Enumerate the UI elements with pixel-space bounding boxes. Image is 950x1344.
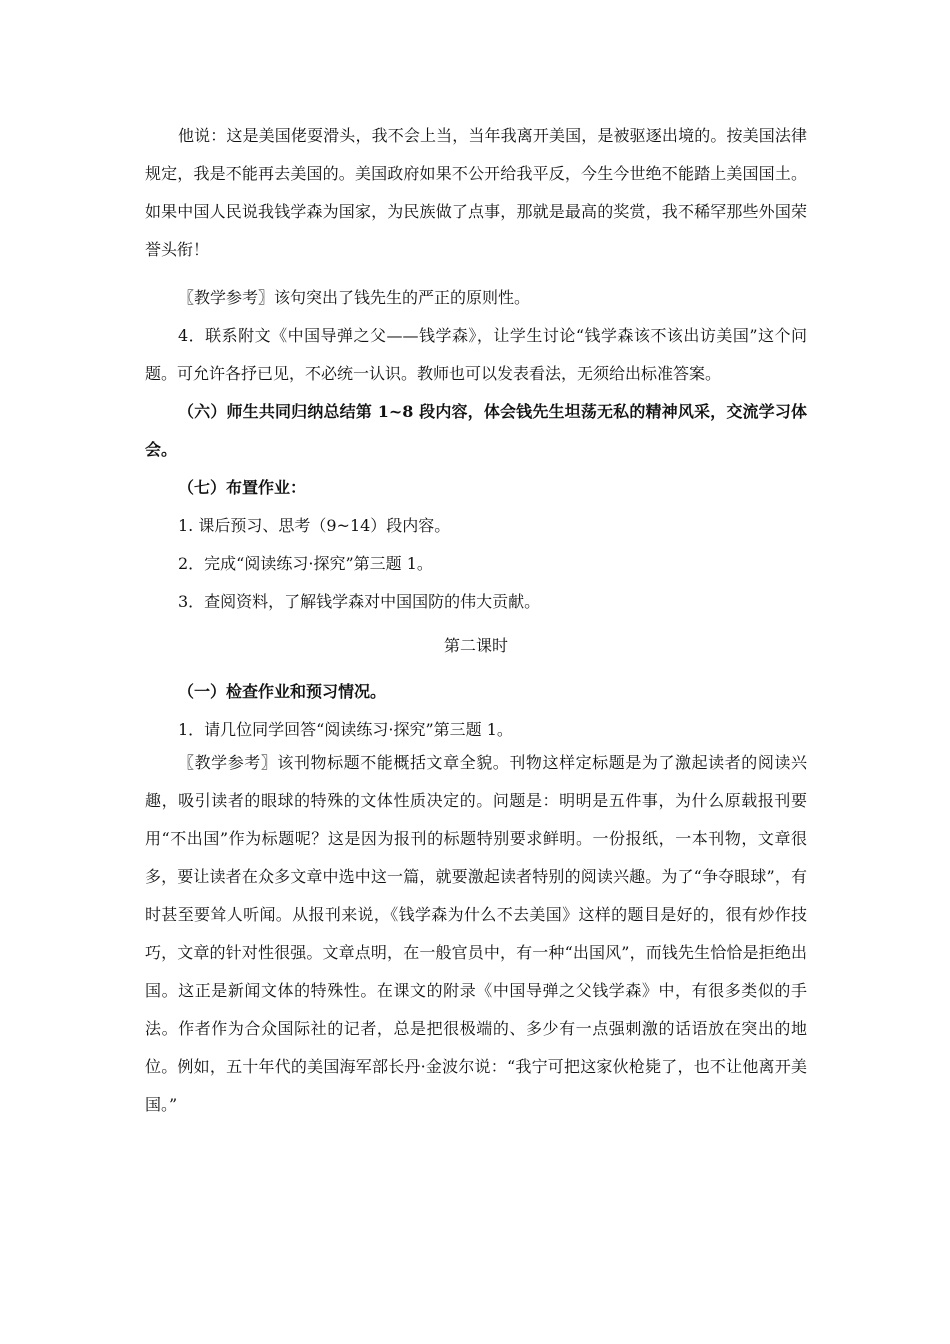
- quote-paragraph: 他说：这是美国佬耍滑头，我不会上当，当年我离开美国，是被驱逐出境的。按美国法律规定，我是不能再去美国的。美国政府如果不公开给我平反，今生今世绝不能踏上美国国土。如果中国人民说我钱学森为国家，为民族做了点事，那就是最高的奖赏，我不稀罕那些外国荣誉头衔！: [145, 126, 807, 259]
- section-6-heading: （六）师生共同归纳总结第 1~8 段内容，体会钱先生坦荡无私的精神风采，交流学习体会。: [145, 402, 807, 459]
- homework-item-3: 3．查阅资料，了解钱学森对中国国防的伟大贡献。: [178, 592, 541, 611]
- lesson-2-title: 第二课时: [443, 636, 508, 655]
- homework-item-2: 2．完成“阅读练习·探究”第三题 1。: [178, 554, 433, 573]
- teaching-reference-2: 〖教学参考〗该刊物标题不能概括文章全貌。刊物这样定标题是为了激起读者的阅读兴趣，吸引读者的眼球的特殊的文体性质决定的。问题是：明明是五件事，为什么原载报刊要用“不出国”作为标题呢？这是因为报刊的标题特别要求鲜明。一份报纸，一本刊物，文章很多，要让读者在众多文章中选中这一篇，就要激起读者特别的阅读兴趣。为了“争夺眼球”，有时甚至要耸人听闻。从报刊来说，《钱学森为什么不去美国》这样的题目是好的，很有炒作技巧，文章的针对性很强。文章点明，在一般官员中，有一种“出国风”，而钱先生恰恰是拒绝出国。这正是新闻文体的特殊性。在课文的附录《中国导弹之父钱学森》中，有很多类似的手法。作者作为合众国际社的记者，总是把很极端的、多少有一点强刺激的话语放在突出的地位。例如，五十年代的美国海军部长丹·金波尔说：“我宁可把这家伙枪毙了，也不让他离开美国。”: [145, 753, 807, 1114]
- teaching-reference-1: 〖教学参考〗该句突出了钱先生的严正的原则性。: [178, 288, 531, 307]
- discussion-item-4: 4．联系附文《中国导弹之父——钱学森》，让学生讨论“钱学森该不该出访美国”这个问题。可允许各抒已见，不必统一认识。教师也可以发表看法，无须给出标准答案。: [145, 326, 807, 383]
- homework-item-1: 1. 课后预习、思考（9~14）段内容。: [178, 516, 451, 535]
- lesson-2-item-1: 1．请几位同学回答“阅读练习·探究”第三题 1。: [178, 720, 513, 739]
- section-1-heading: （一）检查作业和预习情况。: [178, 682, 387, 701]
- section-7-heading: （七）布置作业：: [178, 478, 307, 497]
